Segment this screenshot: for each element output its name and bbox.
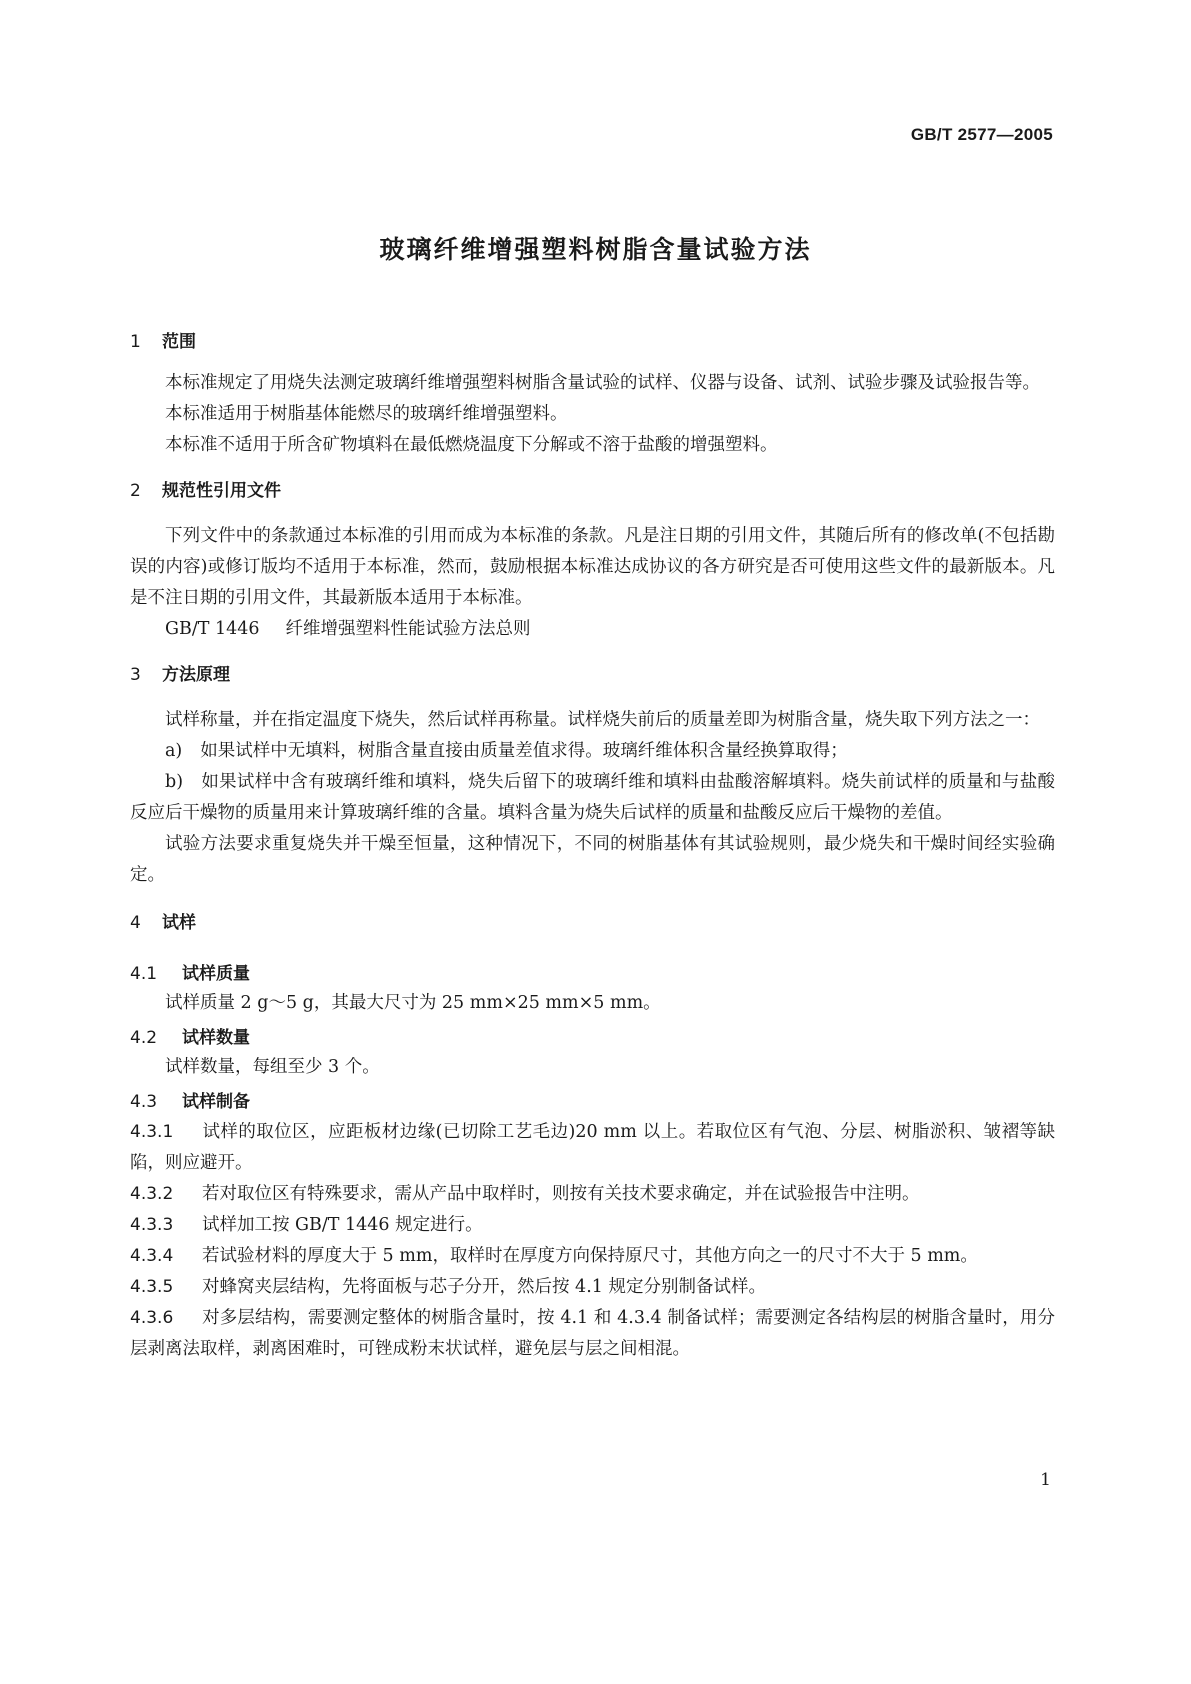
clause-number: 4.3.4 (130, 1246, 174, 1266)
paragraph: 试样质量 2 g～5 g，其最大尺寸为 25 mm×25 mm×5 mm。 (165, 993, 661, 1013)
clause-4-3-3 (130, 1210, 1055, 1241)
subsection-heading-4-1 (130, 959, 1055, 989)
subsection-number: 4.2 (130, 1028, 158, 1048)
paragraph: 试样数量，每组至少 3 个。 (165, 1057, 380, 1077)
reference-code: GB/T 1446 (165, 619, 260, 639)
subsection-number: 4.3 (130, 1092, 158, 1112)
standard-code: GB/T 2577—2005 (910, 125, 1053, 144)
section-number: 1 (130, 332, 141, 352)
document-title: 玻璃纤维增强塑料树脂含量试验方法 (379, 235, 812, 264)
subsection-heading-4-3 (130, 1087, 1055, 1117)
clause-4-3-6 (130, 1303, 1055, 1365)
clause-text: 若对取位区有特殊要求，需从产品中取样时，则按有关技术要求确定，并在试验报告中注明。 (202, 1184, 920, 1204)
clause-text: 对蜂窝夹层结构，先将面板与芯子分开，然后按 4.1 规定分别制备试样。 (202, 1277, 766, 1297)
section-number: 4 (130, 913, 141, 933)
section-heading-4 (130, 911, 1055, 935)
clause-text: 若试验材料的厚度大于 5 mm，取样时在厚度方向保持原尺寸，其他方向之一的尺寸不大于 5 mm。 (202, 1246, 978, 1266)
paragraph: 下列文件中的条款通过本标准的引用而成为本标准的条款。凡是注日期的引用文件，其随后所有的修改单(不包括勘误的内容)或修订版均不适用于本标准，然而，鼓励根据本标准达成协议的各方研究是否可使用这些文件的最新版本。凡是不注日期的引用文件，其最新版本适用于本标准。 (130, 526, 1055, 608)
list-text: 如果试样中含有玻璃纤维和填料，烧失后留下的玻璃纤维和填料由盐酸溶解填料。烧失前试样的质量和与盐酸反应后干燥物的质量用来计算玻璃纤维的含量。填料含量为烧失后试样的质量和盐酸反应后干燥物的差值。 (130, 772, 1055, 823)
reference-title: 纤维增强塑料性能试验方法总则 (285, 619, 531, 639)
normative-reference (130, 614, 1055, 645)
clause-4-3-1 (130, 1117, 1055, 1179)
section-title: 规范性引用文件 (162, 481, 281, 501)
clause-number: 4.3.3 (130, 1215, 174, 1235)
paragraph: 试验方法要求重复烧失并干燥至恒量，这种情况下，不同的树脂基体有其试验规则，最少烧失和干燥时间经实验确定。 (130, 834, 1055, 885)
list-text: 如果试样中无填料，树脂含量直接由质量差值求得。玻璃纤维体积含量经换算取得； (200, 741, 848, 761)
list-item-b (130, 767, 1055, 829)
section-title: 试样 (162, 913, 196, 933)
subsection-heading-4-2 (130, 1023, 1055, 1053)
document-body (130, 330, 1055, 1365)
list-label: b) (165, 772, 184, 792)
clause-text: 试样的取位区，应距板材边缘(已切除工艺毛边)20 mm 以上。若取位区有气泡、分层、树脂淤积、皱褶等缺陷，则应避开。 (130, 1122, 1055, 1173)
clause-4-3-4 (130, 1241, 1055, 1272)
section-number: 3 (130, 665, 141, 685)
clause-4-3-5 (130, 1272, 1055, 1303)
paragraph: 本标准不适用于所含矿物填料在最低燃烧温度下分解或不溶于盐酸的增强塑料。 (165, 435, 778, 455)
section-title: 范围 (162, 332, 196, 352)
clause-number: 4.3.6 (130, 1308, 174, 1328)
paragraph: 本标准适用于树脂基体能燃尽的玻璃纤维增强塑料。 (165, 404, 568, 424)
clause-number: 4.3.5 (130, 1277, 174, 1297)
list-item-a (130, 736, 1055, 767)
section-number: 2 (130, 481, 141, 501)
clause-4-3-2 (130, 1179, 1055, 1210)
clause-number: 4.3.2 (130, 1184, 174, 1204)
clause-text: 试样加工按 GB/T 1446 规定进行。 (202, 1215, 483, 1235)
subsection-title: 试样制备 (182, 1092, 250, 1112)
section-heading-2 (130, 479, 1055, 503)
clause-number: 4.3.1 (130, 1122, 174, 1142)
subsection-number: 4.1 (130, 964, 158, 984)
paragraph: 试样称量，并在指定温度下烧失，然后试样再称量。试样烧失前后的质量差即为树脂含量，烧失取下列方法之一： (165, 710, 1040, 730)
subsection-title: 试样数量 (182, 1028, 250, 1048)
section-heading-1 (130, 330, 1055, 354)
clause-text: 对多层结构，需要测定整体的树脂含量时，按 4.1 和 4.3.4 制备试样；需要测定各结构层的树脂含量时，用分层剥离法取样，剥离困难时，可锉成粉末状试样，避免层与层之间相混。 (130, 1308, 1055, 1359)
paragraph: 本标准规定了用烧失法测定玻璃纤维增强塑料树脂含量试验的试样、仪器与设备、试剂、试验步骤及试验报告等。 (165, 373, 1040, 393)
list-label: a) (165, 741, 183, 761)
page-number: 1 (1040, 1470, 1051, 1490)
subsection-title: 试样质量 (182, 964, 250, 984)
section-heading-3 (130, 663, 1055, 687)
section-title: 方法原理 (162, 665, 230, 685)
